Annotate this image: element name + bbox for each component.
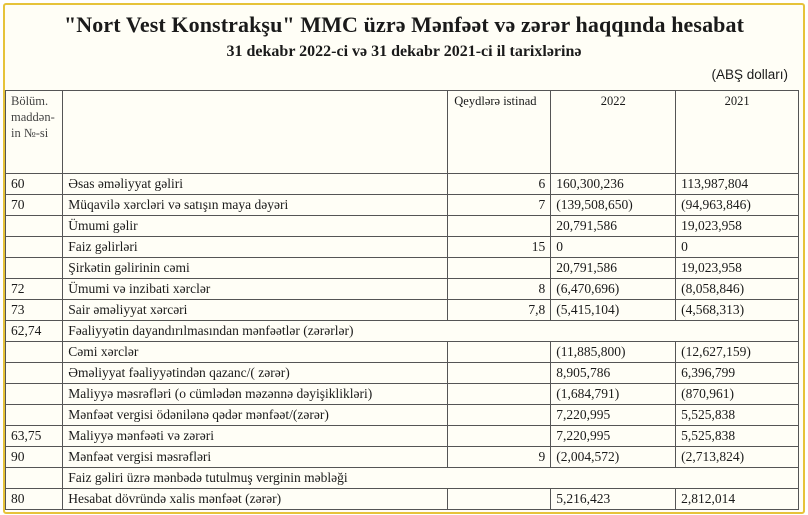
row-value-2022: (139,508,650) bbox=[551, 195, 676, 216]
row-item-name: Cəmi xərclər bbox=[63, 342, 448, 363]
table-row bbox=[6, 321, 799, 342]
row-item-name: Maliyyə məsrəfləri (o cümlədən məzənnə dəyişiklikləri) bbox=[63, 384, 448, 405]
row-value-2022: 20,791,586 bbox=[551, 216, 676, 237]
row-value-2022: 160,300,236 bbox=[551, 174, 676, 195]
row-value-2021: 5,525,838 bbox=[676, 405, 799, 426]
row-item-name: Əməliyyat fəaliyyətindən qazanc/( zərər) bbox=[63, 363, 448, 384]
row-section-number: 62,74 bbox=[6, 321, 63, 342]
table-row bbox=[6, 300, 799, 321]
row-value-2021: (4,568,313) bbox=[676, 300, 799, 321]
row-value-2021: 0 bbox=[676, 237, 799, 258]
table-row bbox=[6, 258, 799, 279]
row-value-2022: 7,220,995 bbox=[551, 426, 676, 447]
row-note-ref bbox=[448, 258, 551, 279]
row-note-ref bbox=[448, 384, 551, 405]
row-value-2022: 8,905,786 bbox=[551, 363, 676, 384]
row-note-ref: 7,8 bbox=[448, 300, 551, 321]
row-item-name: Əsas əməliyyat gəliri bbox=[63, 174, 448, 195]
row-note-ref bbox=[448, 363, 551, 384]
table-row bbox=[6, 447, 799, 468]
row-value-2022: (2,004,572) bbox=[551, 447, 676, 468]
row-value-2021: 19,023,958 bbox=[676, 258, 799, 279]
row-note-ref bbox=[448, 342, 551, 363]
row-note-ref: 15 bbox=[448, 237, 551, 258]
row-section-number: 70 bbox=[6, 195, 63, 216]
row-item-name: Faiz gəliri üzrə mənbədə tutulmuş verginin məbləği bbox=[63, 468, 799, 489]
row-note-ref bbox=[448, 405, 551, 426]
row-value-2021: 6,396,799 bbox=[676, 363, 799, 384]
row-value-2021: (870,961) bbox=[676, 384, 799, 405]
row-section-number bbox=[6, 216, 63, 237]
row-note-ref: 9 bbox=[448, 447, 551, 468]
row-item-name: Hesabat dövründə xalis mənfəət (zərər) bbox=[63, 489, 448, 510]
row-value-2022: 0 bbox=[551, 237, 676, 258]
row-value-2022: 20,791,586 bbox=[551, 258, 676, 279]
table-row bbox=[6, 405, 799, 426]
row-section-number bbox=[6, 258, 63, 279]
row-value-2021: (2,713,824) bbox=[676, 447, 799, 468]
income-statement-table bbox=[5, 90, 799, 510]
row-value-2021: 5,525,838 bbox=[676, 426, 799, 447]
row-value-2021: 19,023,958 bbox=[676, 216, 799, 237]
row-value-2021: 113,987,804 bbox=[676, 174, 799, 195]
row-note-ref: 8 bbox=[448, 279, 551, 300]
table-row bbox=[6, 489, 799, 510]
row-item-name: Mənfəət vergisi məsrəfləri bbox=[63, 447, 448, 468]
header-item-name bbox=[63, 91, 448, 174]
row-section-number bbox=[6, 468, 63, 489]
row-note-ref bbox=[448, 489, 551, 510]
table-row bbox=[6, 468, 799, 489]
row-item-name: Şirkətin gəlirinin cəmi bbox=[63, 258, 448, 279]
table-header-row bbox=[6, 91, 799, 174]
row-section-number: 90 bbox=[6, 447, 63, 468]
row-item-name: Sair əməliyyat xərcəri bbox=[63, 300, 448, 321]
header-notes: Qeydlərə istinad bbox=[448, 91, 551, 174]
row-section-number: 73 bbox=[6, 300, 63, 321]
row-item-name: Fəaliyyətin dayandırılmasından mənfəətlər (zərərlər) bbox=[63, 321, 799, 342]
row-value-2022: (5,415,104) bbox=[551, 300, 676, 321]
row-note-ref: 7 bbox=[448, 195, 551, 216]
row-section-number: 60 bbox=[6, 174, 63, 195]
header-section-number: Bölüm. maddən-in №-si bbox=[6, 91, 63, 174]
table-row bbox=[6, 363, 799, 384]
row-item-name: Faiz gəlirləri bbox=[63, 237, 448, 258]
table-row bbox=[6, 342, 799, 363]
table-row bbox=[6, 426, 799, 447]
row-value-2022: 5,216,423 bbox=[551, 489, 676, 510]
row-note-ref: 6 bbox=[448, 174, 551, 195]
row-value-2022: (6,470,696) bbox=[551, 279, 676, 300]
table-row bbox=[6, 384, 799, 405]
row-section-number bbox=[6, 237, 63, 258]
row-item-name: Ümumi və inzibati xərclər bbox=[63, 279, 448, 300]
table-row bbox=[6, 216, 799, 237]
table-row bbox=[6, 195, 799, 216]
table-row bbox=[6, 279, 799, 300]
row-value-2021: 2,812,014 bbox=[676, 489, 799, 510]
row-section-number: 80 bbox=[6, 489, 63, 510]
row-note-ref bbox=[448, 216, 551, 237]
report-title: "Nort Vest Konstrakşu" MMC üzrə Mənfəət və zərər haqqında hesabat bbox=[63, 12, 745, 37]
header-year-2022: 2022 bbox=[551, 91, 676, 174]
row-value-2021: (12,627,159) bbox=[676, 342, 799, 363]
row-section-number: 63,75 bbox=[6, 426, 63, 447]
row-item-name: Maliyyə mənfəəti və zərəri bbox=[63, 426, 448, 447]
row-section-number bbox=[6, 363, 63, 384]
row-section-number: 72 bbox=[6, 279, 63, 300]
report-subtitle: 31 dekabr 2022-ci və 31 dekabr 2021-ci il tarixlərinə bbox=[226, 43, 582, 60]
header-year-2021: 2021 bbox=[676, 91, 799, 174]
row-section-number bbox=[6, 342, 63, 363]
row-section-number bbox=[6, 384, 63, 405]
row-item-name: Mənfəət vergisi ödənilənə qədər mənfəət/(zərər) bbox=[63, 405, 448, 426]
table-row bbox=[6, 174, 799, 195]
row-note-ref bbox=[448, 426, 551, 447]
row-section-number bbox=[6, 405, 63, 426]
currency-note: (ABŞ dolları) bbox=[711, 67, 788, 82]
row-item-name: Müqavilə xərcləri və satışın maya dəyəri bbox=[63, 195, 448, 216]
row-value-2021: (8,058,846) bbox=[676, 279, 799, 300]
row-value-2021: (94,963,846) bbox=[676, 195, 799, 216]
row-item-name: Ümumi gəlir bbox=[63, 216, 448, 237]
table-row bbox=[6, 237, 799, 258]
row-value-2022: (1,684,791) bbox=[551, 384, 676, 405]
row-value-2022: 7,220,995 bbox=[551, 405, 676, 426]
row-value-2022: (11,885,800) bbox=[551, 342, 676, 363]
